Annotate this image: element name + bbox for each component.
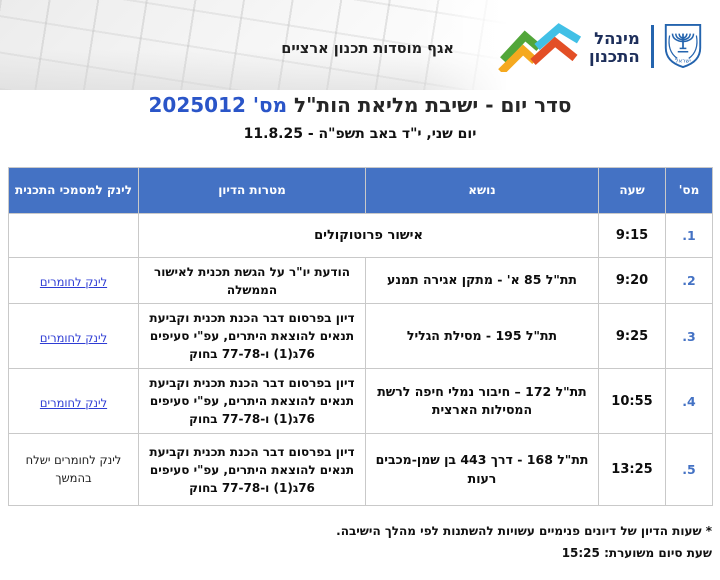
row-time: 10:55 bbox=[599, 369, 666, 434]
row-number: .1 bbox=[666, 214, 713, 258]
row-time: 9:15 bbox=[599, 214, 666, 258]
row-link-pending: לינק לחומרים ישלח בהמשך bbox=[9, 434, 139, 506]
table-row bbox=[9, 369, 713, 434]
planning-admin-logo bbox=[497, 20, 640, 76]
header-purpose: מטרות הדיון bbox=[139, 168, 366, 214]
logo-divider bbox=[651, 25, 654, 68]
materials-link[interactable]: לינק לחומרים bbox=[39, 330, 108, 345]
row-link bbox=[9, 258, 139, 304]
materials-link[interactable]: לינק לחומרים bbox=[39, 395, 108, 410]
table-row bbox=[9, 214, 713, 258]
page-title bbox=[0, 93, 720, 117]
row-purpose: דיון בפרסום דבר הכנת תכנית וקביעת תנאים להוצאת היתרים, עפ"י סעיפים 76ג(1) ו-77-78 בחוק bbox=[139, 304, 366, 369]
row-purpose: דיון בפרסום דבר הכנת תכנית וקביעת תנאים להוצאת היתרים, עפ"י סעיפים 76ג(1) ו-77-78 בחוק bbox=[139, 369, 366, 434]
row-time: 9:25 bbox=[599, 304, 666, 369]
row-topic: תת"ל 85 א' - מתקן אגירה תמנע bbox=[366, 258, 599, 304]
table-row bbox=[9, 434, 713, 506]
row-number: .5 bbox=[666, 434, 713, 506]
page-title-number: מס' 2025012 bbox=[148, 93, 288, 117]
date-subtitle: יום שני, י"ד באב תשפ"ה - 11.8.25 bbox=[243, 126, 477, 142]
row-number: .3 bbox=[666, 304, 713, 369]
planning-logo-line1: מינהל bbox=[594, 28, 640, 48]
table-row bbox=[9, 304, 713, 369]
planning-logo-line2: התכנון bbox=[589, 47, 640, 66]
row-link-empty bbox=[9, 214, 139, 258]
footer-end-time: שעת סיום משוערת: 15:25 bbox=[561, 546, 712, 560]
header-banner bbox=[0, 0, 508, 90]
row-topic: תת"ל 168 - דרך 443 בן שמן-מכבים רעות bbox=[366, 434, 599, 506]
row-topic: תת"ל 172 – חיבור נמלי חיפה לרשת המסילות הארצית bbox=[366, 369, 599, 434]
svg-text:ישראל: ישראל bbox=[675, 58, 691, 65]
table-row bbox=[9, 258, 713, 304]
row-purpose: הודעת יו"ר על הגשת תכנית לאישור הממשלה bbox=[139, 258, 366, 304]
row-purpose: דיון בפרסום דבר הכנת תכנית וקביעת תנאים להוצאת היתרים, עפ"י סעיפים 76ג(1) ו-77-78 בחוק bbox=[139, 434, 366, 506]
row-topic: תת"ל 195 - מסילת הגליל bbox=[366, 304, 599, 369]
planning-logo-chevrons-icon bbox=[497, 20, 585, 76]
israel-state-emblem-icon bbox=[661, 21, 705, 75]
materials-link[interactable]: לינק לחומרים bbox=[39, 275, 108, 289]
row-time: 13:25 bbox=[599, 434, 666, 506]
row-link bbox=[9, 304, 139, 369]
row-time: 9:20 bbox=[599, 258, 666, 304]
footer-notes bbox=[8, 520, 712, 564]
header-topic: נושא bbox=[366, 168, 599, 214]
row-link bbox=[9, 369, 139, 434]
row-number: .2 bbox=[666, 258, 713, 304]
division-label: אגף מוסדות תכנון ארציים bbox=[281, 41, 454, 57]
table-header-row bbox=[9, 168, 713, 214]
header-link: לינק למסמכי התכנית bbox=[9, 168, 139, 214]
planning-logo-text bbox=[589, 30, 640, 67]
row-topic-merged: אישור פרוטוקולים bbox=[139, 214, 599, 258]
page-title-main: סדר יום - ישיבת מליאת הות"ל bbox=[294, 93, 572, 117]
header-num: מס' bbox=[666, 168, 713, 214]
row-number: .4 bbox=[666, 369, 713, 434]
footer-note: * שעות הדיון של דיונים פנימיים עשויות להשתנות לפי מהלך הישיבה. bbox=[336, 524, 712, 538]
agenda-table bbox=[8, 167, 713, 506]
header-time: שעה bbox=[599, 168, 666, 214]
